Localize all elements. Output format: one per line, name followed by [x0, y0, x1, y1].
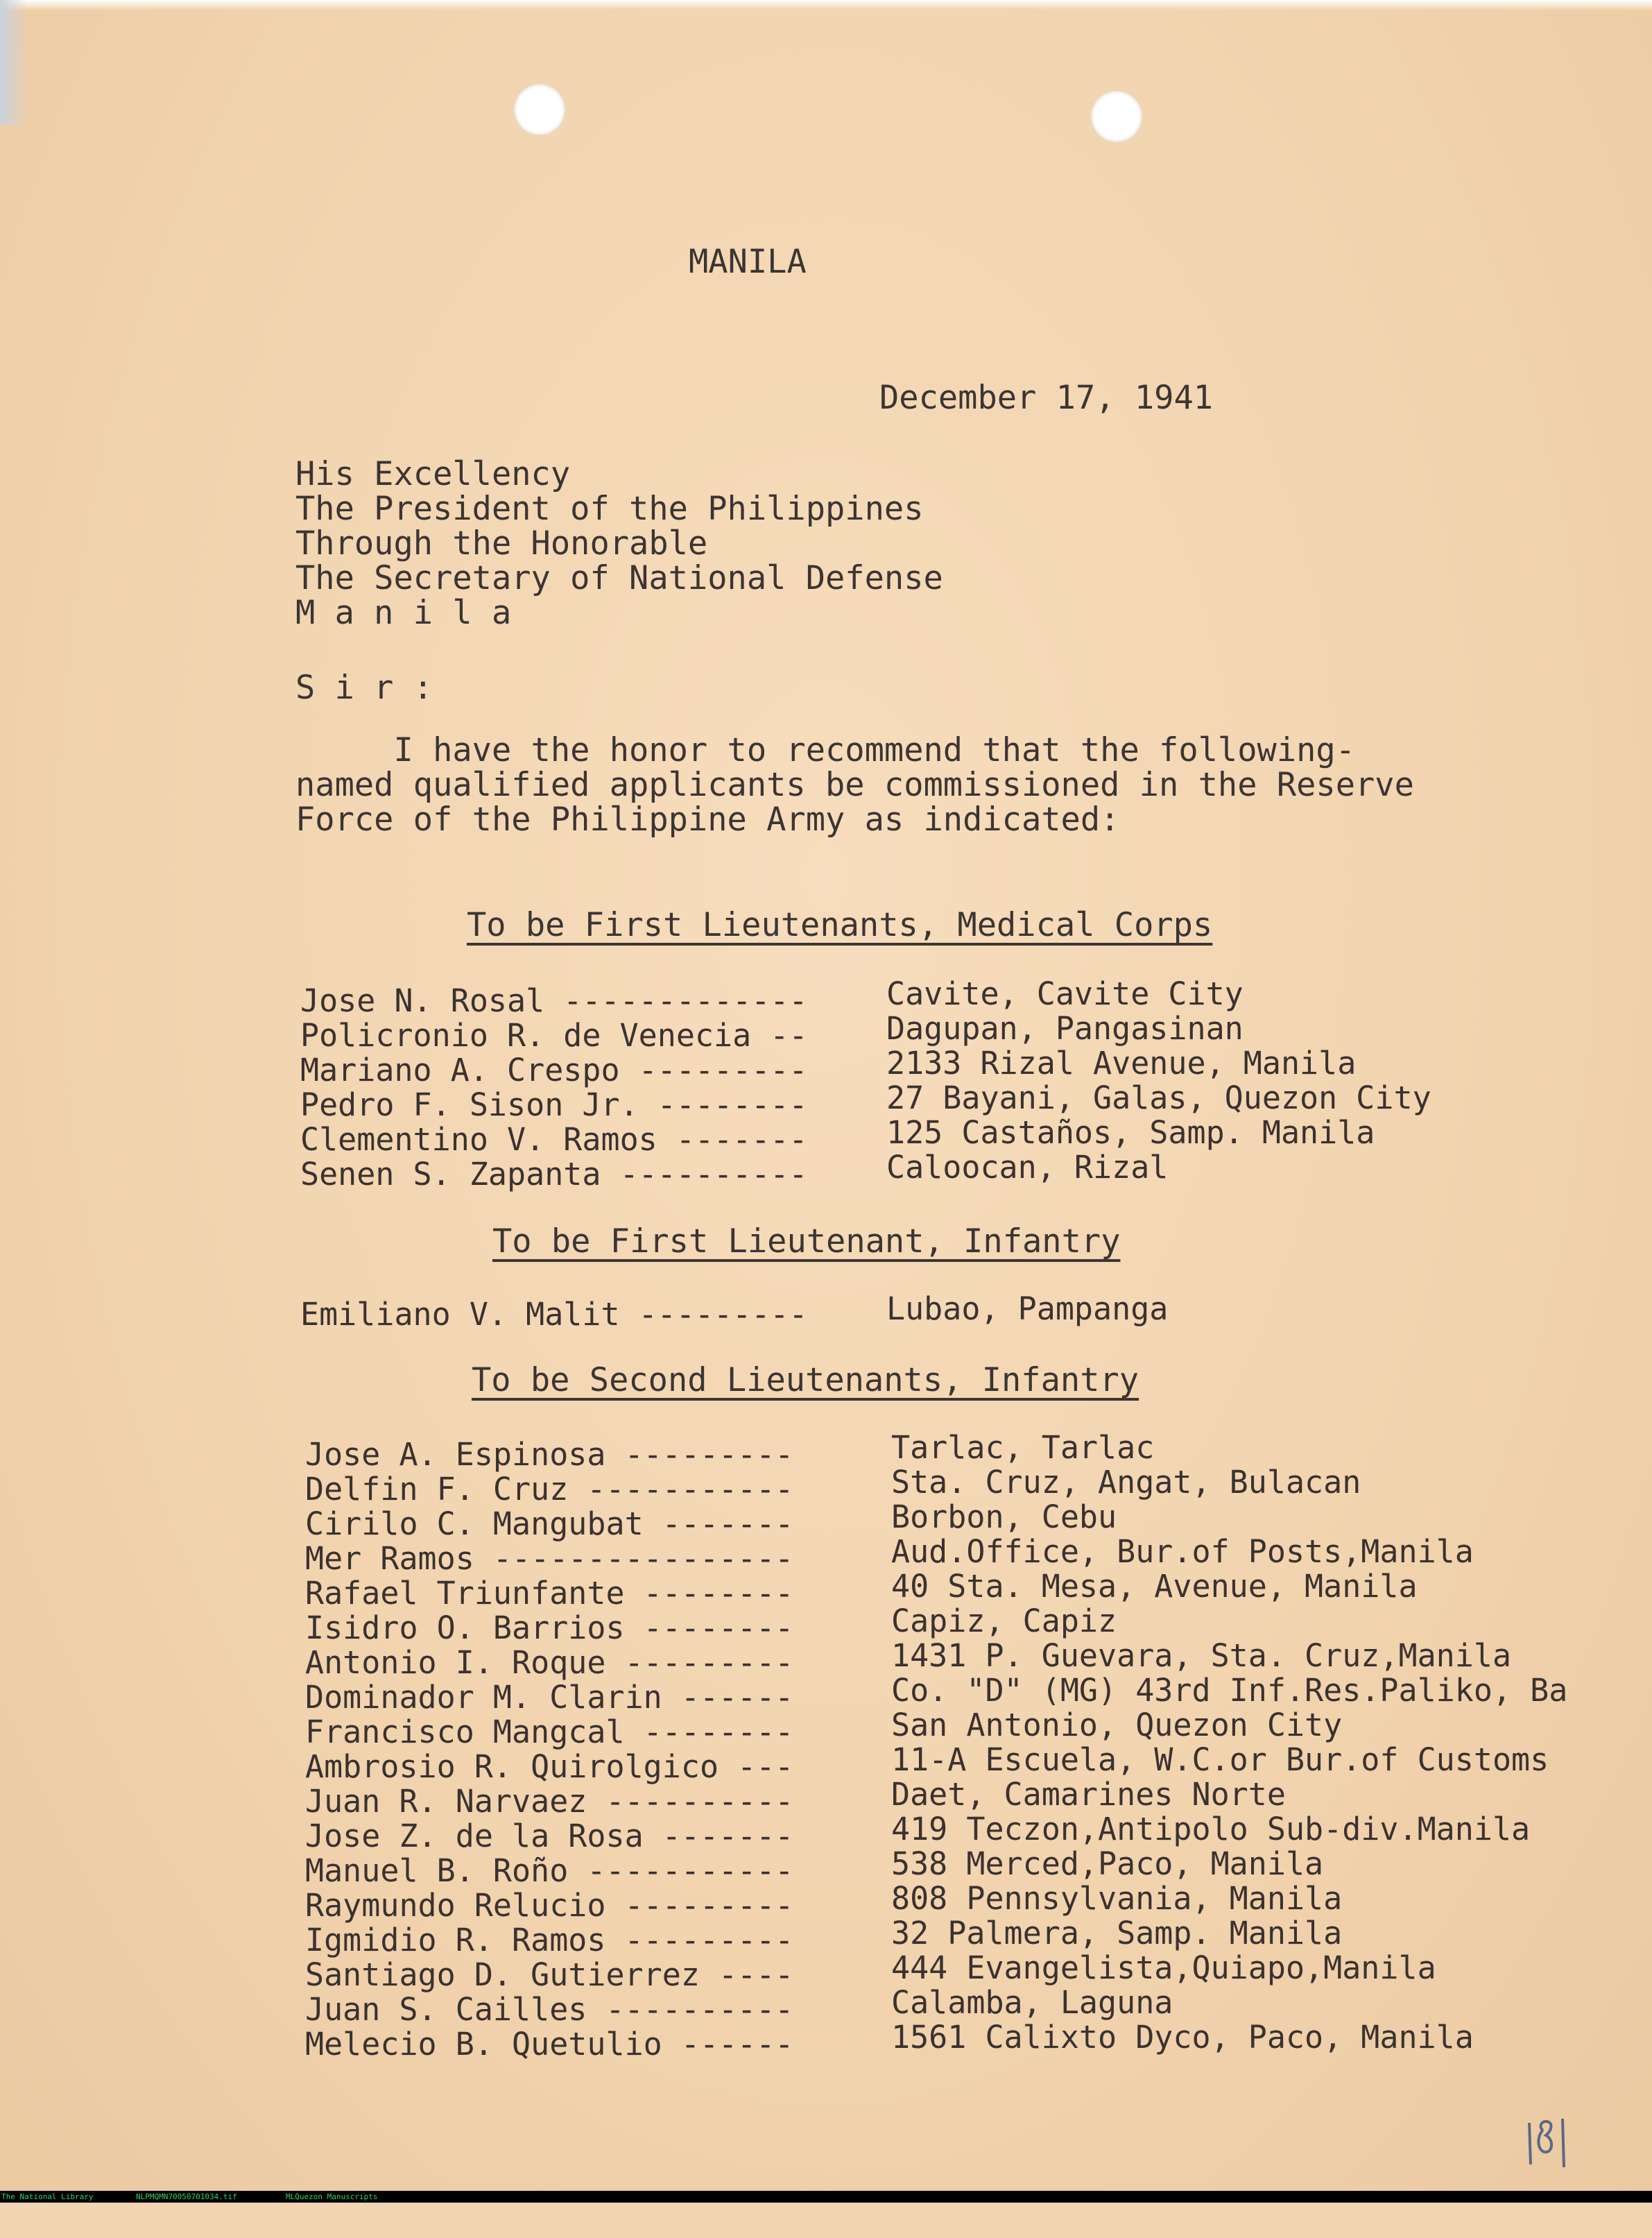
applicant-name: Emiliano V. Malit ---------	[300, 1296, 808, 1333]
body-line: Force of the Philippine Army as indicated:	[295, 801, 1120, 839]
letter-date: December 17, 1941	[879, 379, 1214, 417]
applicant-name: Melecio B. Quetulio ------	[305, 2026, 794, 2062]
applicant-address: 444 Evangelista,Quiapo,Manila	[891, 1949, 1436, 1986]
applicant-name: Manuel B. Roño -----------	[305, 1852, 794, 1889]
applicant-name: Clementino V. Ramos -------	[300, 1121, 808, 1158]
applicant-address: Sta. Cruz, Angat, Bulacan	[891, 1464, 1361, 1501]
applicant-name: Ambrosio R. Quirolgico ---	[305, 1748, 794, 1785]
handwritten-page-number	[1522, 2109, 1578, 2171]
applicant-name: Jose Z. de la Rosa -------	[305, 1818, 794, 1854]
addressee-line: The President of the Philippines	[295, 490, 924, 528]
footer-collection: MLQuezon Manuscripts	[286, 2192, 378, 2201]
applicant-name: Rafael Triunfante --------	[305, 1575, 794, 1612]
paper-left-edge	[0, 0, 28, 125]
section-heading: To be Second Lieutenants, Infantry	[472, 1361, 1139, 1399]
applicant-name: Mer Ramos ----------------	[305, 1540, 794, 1577]
applicant-name: Juan S. Cailles ----------	[305, 1991, 794, 2028]
applicant-address: 40 Sta. Mesa, Avenue, Manila	[891, 1568, 1418, 1605]
applicant-address: Caloocan, Rizal	[886, 1149, 1169, 1186]
applicant-address: 2133 Rizal Avenue, Manila	[886, 1045, 1357, 1082]
handwritten-note-text: 181	[1522, 2109, 1524, 2110]
applicant-name: Jose N. Rosal -------------	[300, 982, 808, 1019]
section-heading: To be First Lieutenant, Infantry	[492, 1222, 1121, 1261]
applicant-name: Isidro O. Barrios --------	[305, 1609, 794, 1646]
applicant-address: Co. "D" (MG) 43rd Inf.Res.Paliko, Ba	[891, 1672, 1568, 1709]
applicant-address: Cavite, Cavite City	[886, 975, 1244, 1012]
applicant-address: San Antonio, Quezon City	[891, 1707, 1343, 1743]
section-heading: To be First Lieutenants, Medical Corps	[467, 906, 1213, 944]
applicant-address: Capiz, Capiz	[891, 1603, 1117, 1639]
applicant-address: Calamba, Laguna	[891, 1984, 1173, 2021]
applicant-name: Igmidio R. Ramos ---------	[305, 1922, 794, 1958]
applicant-address: 11-A Escuela, W.C.or Bur.of Customs	[891, 1741, 1549, 1778]
applicant-name: Senen S. Zapanta ----------	[300, 1156, 808, 1193]
applicant-address: Lubao, Pampanga	[886, 1290, 1169, 1327]
applicant-address: Daet, Camarines Norte	[891, 1776, 1286, 1813]
addressee-line: M a n i l a	[295, 594, 512, 632]
applicant-address: 125 Castaños, Samp. Manila	[886, 1114, 1375, 1151]
letterhead: MANILA	[689, 243, 807, 281]
salutation: S i r :	[295, 669, 433, 707]
applicant-name: Mariano A. Crespo ---------	[300, 1052, 808, 1088]
addressee-line: The Secretary of National Defense	[295, 559, 943, 597]
applicant-address: 419 Teczon,Antipolo Sub-div.Manila	[891, 1811, 1531, 1847]
applicant-address: 808 Pennsylvania, Manila	[891, 1880, 1343, 1917]
applicant-name: Antonio I. Roque ---------	[305, 1644, 794, 1681]
applicant-name: Pedro F. Sison Jr. --------	[300, 1086, 808, 1123]
applicant-address: Borbon, Cebu	[891, 1498, 1117, 1535]
applicant-name: Dominador M. Clarin ------	[305, 1679, 794, 1716]
applicant-address: 27 Bayani, Galas, Quezon City	[886, 1079, 1431, 1116]
applicant-name: Francisco Mangcal --------	[305, 1714, 794, 1750]
punch-hole-right	[1091, 91, 1142, 142]
archive-footer	[0, 2191, 1652, 2203]
punch-hole-left	[514, 84, 565, 135]
paper-top-edge	[0, 0, 1652, 10]
applicant-name: Santiago D. Gutierrez ----	[305, 1956, 794, 1993]
applicant-name: Delfin F. Cruz -----------	[305, 1471, 794, 1507]
applicant-name: Raymundo Relucio ---------	[305, 1887, 794, 1924]
body-line: named qualified applicants be commissioned in the Reserve	[295, 766, 1414, 804]
applicant-address: Dagupan, Pangasinan	[886, 1010, 1244, 1047]
applicant-address: Tarlac, Tarlac	[891, 1429, 1155, 1466]
applicant-address: 1561 Calixto Dyco, Paco, Manila	[891, 2019, 1474, 2056]
applicant-name: Cirilo C. Mangubat -------	[305, 1505, 794, 1542]
footer-file: NLPMQMN70050701034.tif	[136, 2192, 237, 2201]
applicant-name: Juan R. Narvaez ----------	[305, 1783, 794, 1820]
addressee-line: His Excellency	[295, 455, 571, 493]
body-line: I have the honor to recommend that the following-	[295, 731, 1356, 769]
addressee-line: Through the Honorable	[295, 524, 708, 563]
applicant-address: 1431 P. Guevara, Sta. Cruz,Manila	[891, 1637, 1512, 1674]
footer-library: The National Library	[1, 2192, 94, 2201]
applicant-address: Aud.Office, Bur.of Posts,Manila	[891, 1533, 1474, 1570]
applicant-name: Jose A. Espinosa ---------	[305, 1436, 794, 1473]
applicant-address: 538 Merced,Paco, Manila	[891, 1845, 1324, 1882]
applicant-name: Policronio R. de Venecia --	[300, 1017, 808, 1054]
applicant-address: 32 Palmera, Samp. Manila	[891, 1915, 1343, 1951]
